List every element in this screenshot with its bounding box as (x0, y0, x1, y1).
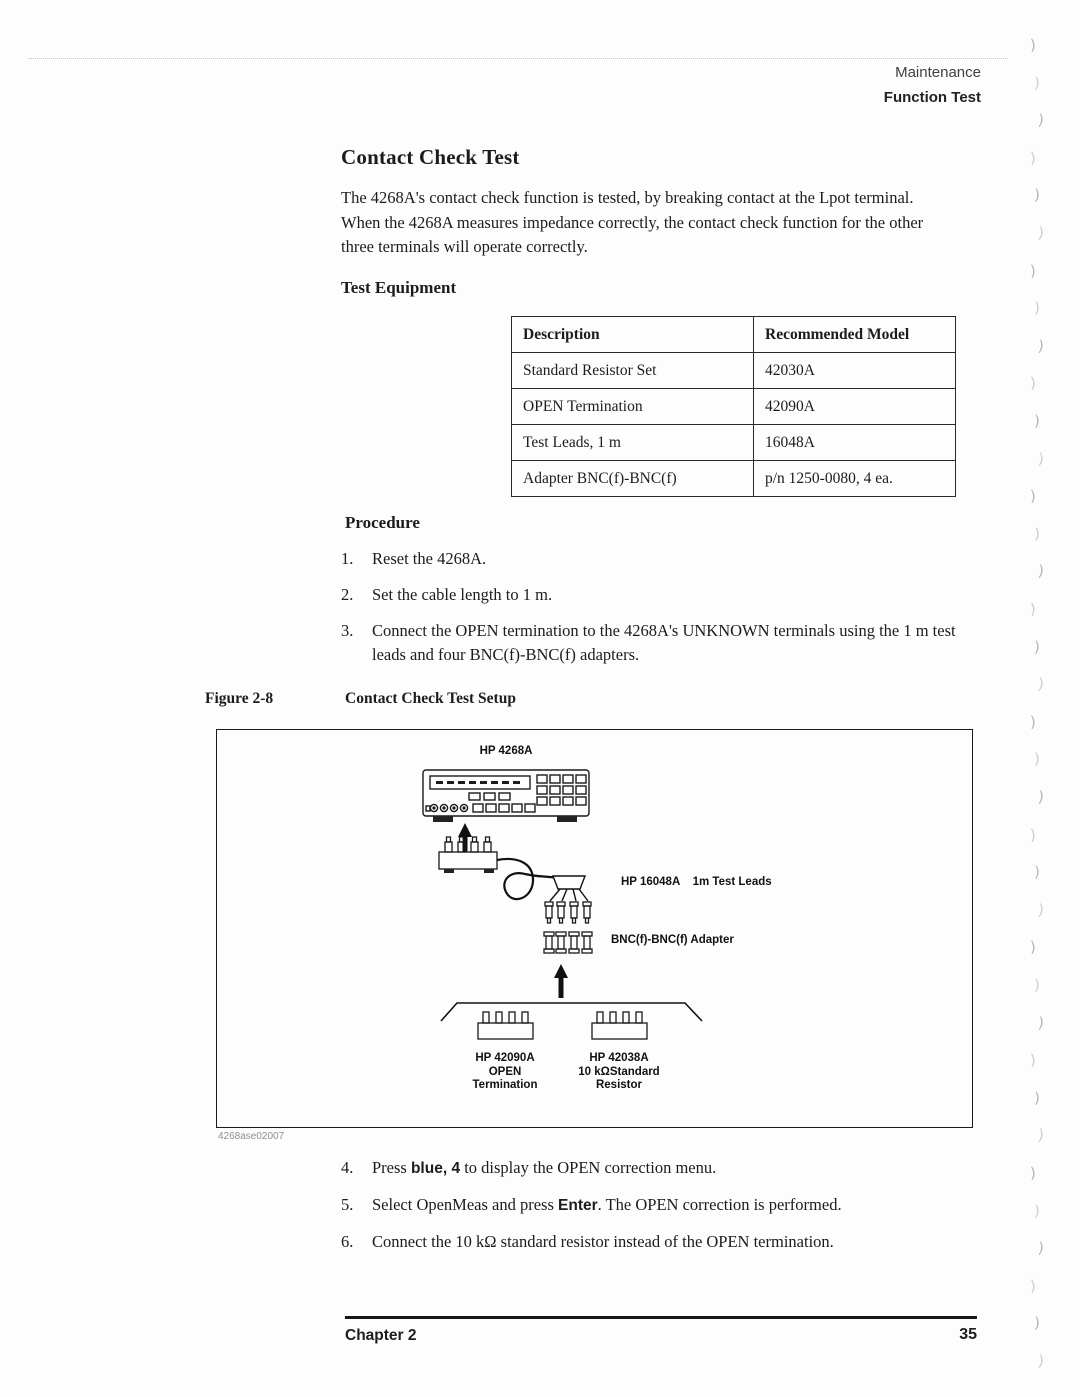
figure-number: Figure 2-8 (205, 690, 274, 707)
adapter-label: BNC(f)-BNC(f) Adapter (611, 934, 734, 946)
table-cell: OPEN Termination (512, 389, 754, 425)
step-text: Reset the 4268A. (372, 549, 487, 568)
equipment-table (511, 316, 956, 497)
procedure-step (341, 1156, 981, 1181)
header-subsection: Function Test (883, 89, 981, 106)
step-text: Select OpenMeas and press Enter. The OPEN correction is performed. (372, 1195, 842, 1214)
binding-mark: ) (1033, 186, 1041, 205)
procedure-heading: Procedure (345, 513, 420, 532)
binding-mark: ) (1037, 1351, 1045, 1371)
binding-mark: ) (1029, 938, 1037, 957)
step-text: Connect the 10 kΩ standard resistor instead of the OPEN termination. (372, 1232, 834, 1251)
binding-mark: ) (1037, 1126, 1045, 1145)
table-row (512, 461, 956, 497)
binding-mark: ) (1033, 637, 1041, 656)
binding-mark: ) (1029, 261, 1037, 280)
table-row (512, 353, 956, 389)
binding-mark: ) (1029, 1051, 1037, 1070)
binding-mark: ) (1029, 374, 1037, 393)
standard-resistor-line1: 10 kΩStandard (578, 1065, 660, 1078)
page-header (884, 64, 981, 106)
page-title: Contact Check Test (341, 145, 520, 169)
binding-mark: ) (1037, 449, 1045, 468)
table-cell: 42030A (754, 353, 956, 389)
equipment-table-head-row (512, 317, 956, 353)
binding-mark: ) (1029, 487, 1037, 506)
step-text: Press blue, 4 to display the OPEN correction menu. (372, 1158, 717, 1177)
table-row (512, 425, 956, 461)
column-header-description: Description (512, 317, 754, 353)
binding-mark: ) (1033, 1088, 1041, 1107)
test-leads-label: HP 16048A 1m Test Leads (621, 876, 772, 888)
table-cell: Adapter BNC(f)-BNC(f) (512, 461, 754, 497)
scan-artifact-dotted-line (28, 58, 1008, 59)
steps-before-figure (341, 547, 981, 679)
open-termination-model: HP 42090A (475, 1052, 535, 1064)
figure-watermark: 4268ase02007 (218, 1131, 285, 1142)
footer-page-number: 35 (959, 1326, 977, 1343)
binding-mark: ) (1033, 975, 1041, 995)
binding-mark: ) (1037, 787, 1045, 807)
steps-after-figure (341, 1156, 981, 1266)
table-cell: 16048A (754, 425, 956, 461)
table-cell: Test Leads, 1 m (512, 425, 754, 461)
binding-mark: ) (1033, 863, 1041, 882)
standard-resistor-label (554, 1052, 684, 1093)
binding-mark: ) (1033, 1314, 1041, 1333)
binding-mark: ) (1037, 336, 1045, 356)
binding-mark: ) (1033, 750, 1041, 769)
figure-diagram (216, 729, 973, 1128)
procedure-step (341, 1230, 981, 1254)
procedure-step (341, 583, 981, 607)
binding-mark: ) (1033, 411, 1041, 431)
test-equipment-heading: Test Equipment (341, 278, 457, 297)
standard-resistor-model: HP 42038A (589, 1052, 649, 1064)
open-termination-label (440, 1052, 570, 1093)
step-text: Connect the OPEN termination to the 4268A's UNKNOWN terminals using the 1 m test leads and four BNC(f)-BNC(f) adapters. (372, 621, 956, 664)
table-row (512, 389, 956, 425)
procedure-step (341, 547, 981, 571)
step-number: 2. (341, 585, 354, 604)
open-termination-line2: Termination (472, 1079, 538, 1091)
binding-mark: ) (1037, 1013, 1045, 1032)
footer-rule (345, 1316, 977, 1319)
procedure-step (341, 619, 981, 667)
binding-mark: ) (1029, 825, 1037, 844)
binding-mark: ) (1033, 524, 1041, 543)
table-cell: 42090A (754, 389, 956, 425)
table-cell: p/n 1250-0080, 4 ea. (754, 461, 956, 497)
equipment-table-body (512, 353, 956, 497)
step-number: 4. (341, 1158, 354, 1177)
binding-mark: ) (1037, 674, 1045, 694)
binding-mark: ) (1037, 1238, 1045, 1258)
standard-resistor-line2: Resistor (595, 1079, 643, 1091)
binding-mark: ) (1029, 712, 1037, 731)
footer-chapter: Chapter 2 (345, 1327, 417, 1344)
binding-mark: ) (1029, 1163, 1037, 1183)
step-number: 1. (341, 549, 354, 568)
step-number: 5. (341, 1195, 354, 1214)
step-text: Set the cable length to 1 m. (372, 585, 553, 604)
header-section: Maintenance (895, 64, 981, 81)
open-termination-line1: OPEN (488, 1065, 522, 1078)
procedure-step (341, 1193, 981, 1218)
step-number: 3. (341, 621, 354, 640)
binding-mark: ) (1029, 35, 1037, 55)
step-number: 6. (341, 1232, 354, 1251)
binding-mark: ) (1037, 223, 1045, 243)
column-header-model: Recommended Model (754, 317, 956, 353)
binding-mark: ) (1037, 110, 1045, 130)
binding-mark: ) (1029, 599, 1037, 619)
binding-mark: ) (1033, 73, 1041, 92)
binding-mark: ) (1037, 900, 1045, 920)
binding-mark: ) (1033, 299, 1041, 318)
binding-mark: ) (1037, 562, 1045, 581)
instrument-label: HP 4268A (479, 745, 533, 757)
binding-mark: ) (1033, 1201, 1041, 1220)
table-cell: Standard Resistor Set (512, 353, 754, 389)
intro-paragraph: The 4268A's contact check function is tested, by breaking contact at the Lpot terminal. When the 4268A measures impedance correctly, the contact check function for the other three terminals will operate correctly. (341, 188, 924, 256)
equipment-table-grid (511, 316, 956, 497)
figure-caption: Contact Check Test Setup (345, 690, 516, 707)
binding-mark: ) (1029, 148, 1037, 167)
binding-mark: ) (1029, 1276, 1037, 1295)
